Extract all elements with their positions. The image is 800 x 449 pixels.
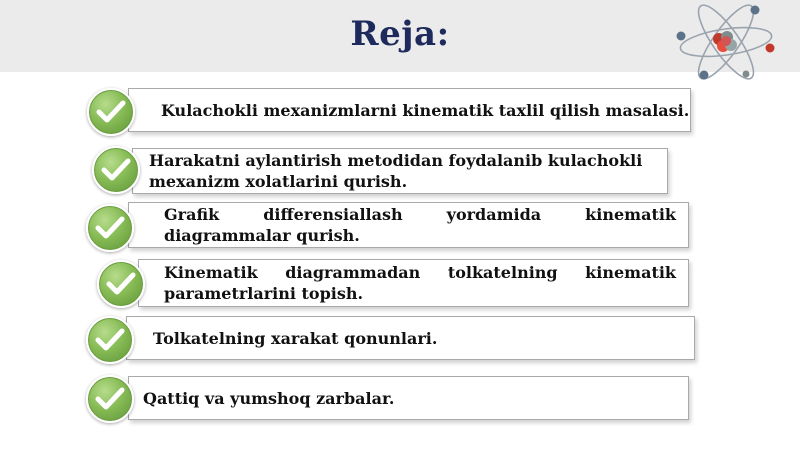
item-box — [138, 259, 689, 307]
item-box — [128, 88, 691, 132]
item-box — [128, 376, 689, 420]
item-text: Kinematik diagrammadan tolkatelning kinematik parametrlarini topish. — [164, 263, 676, 303]
check-icon — [87, 88, 135, 136]
check-icon — [86, 316, 134, 364]
atom-icon — [668, 2, 794, 80]
check-icon — [92, 146, 140, 194]
item-text: Grafik differensiallash yordamida kinematik diagrammalar qurish. — [164, 205, 676, 245]
check-icon — [97, 260, 145, 308]
item-text: Qattiq va yumshoq zarbalar. — [143, 388, 395, 408]
check-icon — [86, 375, 134, 423]
slide-title: Reja: — [350, 14, 450, 54]
check-icon — [86, 204, 134, 252]
item-box — [126, 316, 695, 360]
item-text: Harakatni aylantirish metodidan foydalanib kulachokli mexanizm xolatlarini qurish. — [149, 151, 643, 191]
item-text: Kulachokli mexanizmlarni kinematik taxlil qilish masalasi. — [161, 100, 690, 120]
item-box — [128, 202, 689, 248]
item-box — [132, 148, 668, 194]
item-text: Tolkatelning xarakat qonunlari. — [153, 328, 438, 348]
